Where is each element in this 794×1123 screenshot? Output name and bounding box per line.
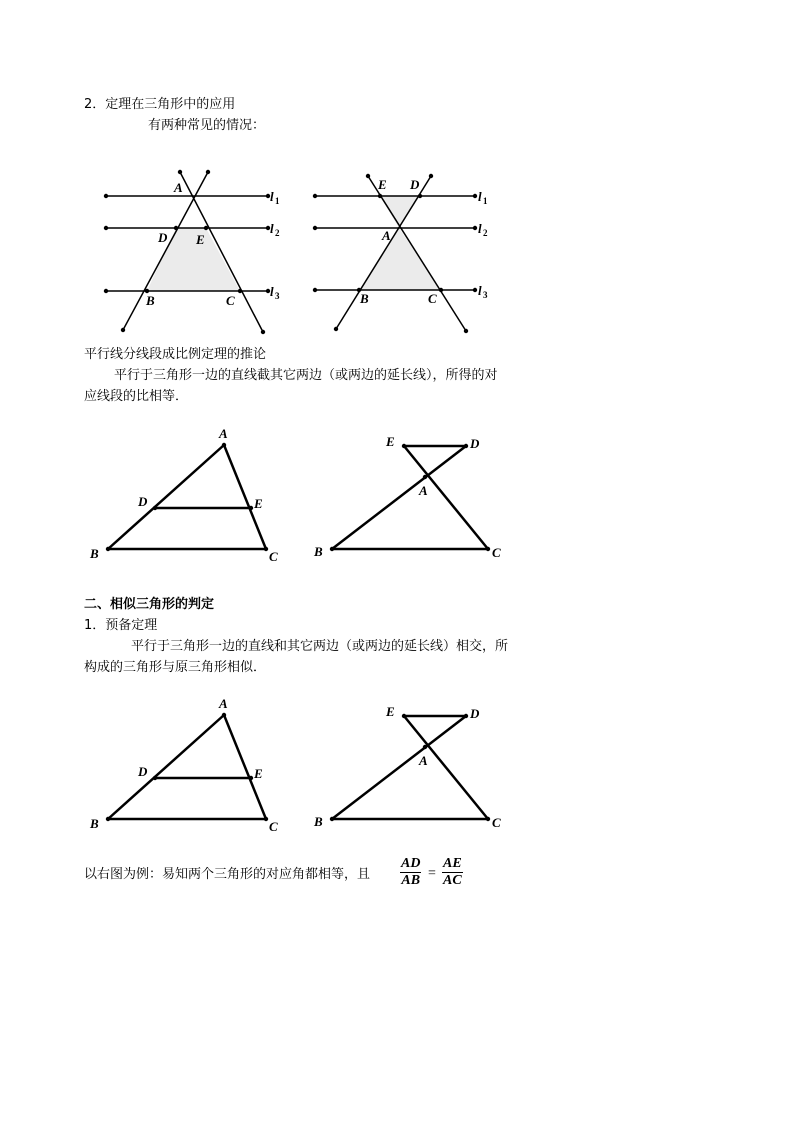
label-D: D <box>158 230 168 245</box>
label-D: D <box>470 706 480 721</box>
points <box>330 714 490 821</box>
figure-triangle-5 <box>85 690 295 840</box>
label-l1-sub: 1 <box>483 196 488 206</box>
equals-sign: = <box>428 866 436 881</box>
corollary-line-1: 平行于三角形一边的直线截其它两边（或两边的延长线），所得的对 <box>114 368 498 383</box>
figure-hourglass-4 <box>305 425 515 570</box>
label-E: E <box>196 232 205 247</box>
triangle-ABC <box>108 715 266 819</box>
theorem-line-2: 构成的三角形与原三角形相似． <box>84 660 267 675</box>
section-heading: 2．定理在三角形中的应用 <box>84 97 236 112</box>
points <box>330 444 490 551</box>
label-A: A <box>174 180 183 195</box>
label-D: D <box>470 436 480 451</box>
label-l1-sub: 1 <box>275 196 280 206</box>
corollary-title: 平行线分线段成比例定理的推论 <box>84 347 267 362</box>
label-A: A <box>219 426 228 441</box>
label-C: C <box>428 291 437 306</box>
label-D: D <box>138 494 148 509</box>
label-B: B <box>314 814 323 829</box>
fraction-AD-AB <box>400 856 421 889</box>
shaded-bottom-triangle <box>359 228 441 290</box>
label-l3: l <box>478 283 482 298</box>
corollary-line-2: 应线段的比相等． <box>84 389 189 404</box>
label-B: B <box>90 546 99 561</box>
label-C: C <box>226 293 235 308</box>
fraction-denominator: AC <box>443 873 462 888</box>
label-l3: l <box>270 284 274 299</box>
label-D: D <box>138 764 148 779</box>
label-C: C <box>269 819 278 834</box>
fraction-denominator: AB <box>401 873 421 888</box>
label-E: E <box>254 766 263 781</box>
label-E: E <box>386 434 395 449</box>
fraction-AE-AC <box>442 856 463 889</box>
label-E: E <box>378 177 387 192</box>
example-text: 以右图为例：易知两个三角形的对应角都相等，且 <box>84 867 371 882</box>
label-l2-sub: 2 <box>275 228 280 238</box>
subsection-heading: 1．预备定理 <box>84 618 158 633</box>
label-C: C <box>492 545 501 560</box>
figure-triangle-3 <box>85 420 295 570</box>
label-A: A <box>382 228 391 243</box>
shaded-top-triangle <box>380 196 420 228</box>
label-B: B <box>360 291 369 306</box>
label-A: A <box>419 483 428 498</box>
label-A: A <box>419 753 428 768</box>
fraction-numerator: AD <box>401 856 421 871</box>
fraction-numerator: AE <box>443 856 462 871</box>
label-l2-sub: 2 <box>483 228 488 238</box>
label-A: A <box>219 696 228 711</box>
label-l3-sub: 3 <box>275 291 280 301</box>
label-l1: l <box>478 189 482 204</box>
part-title: 二、相似三角形的判定 <box>84 597 215 612</box>
label-E: E <box>386 704 395 719</box>
theorem-line-1: 平行于三角形一边的直线和其它两边（或两边的延长线）相交，所 <box>131 639 509 654</box>
label-E: E <box>254 496 263 511</box>
label-C: C <box>269 549 278 564</box>
label-l2: l <box>270 221 274 236</box>
label-l1: l <box>270 189 274 204</box>
label-B: B <box>146 293 155 308</box>
intro-text: 有两种常见的情况： <box>148 118 266 133</box>
label-l2: l <box>478 221 482 236</box>
figure-parallel-lines-2 <box>300 160 500 345</box>
triangle-ABC <box>108 445 266 549</box>
label-B: B <box>314 544 323 559</box>
figure-hourglass-6 <box>305 695 515 840</box>
label-B: B <box>90 816 99 831</box>
label-D: D <box>410 177 420 192</box>
label-l3-sub: 3 <box>483 290 488 300</box>
figure-parallel-lines-1 <box>90 160 300 345</box>
label-C: C <box>492 815 501 830</box>
